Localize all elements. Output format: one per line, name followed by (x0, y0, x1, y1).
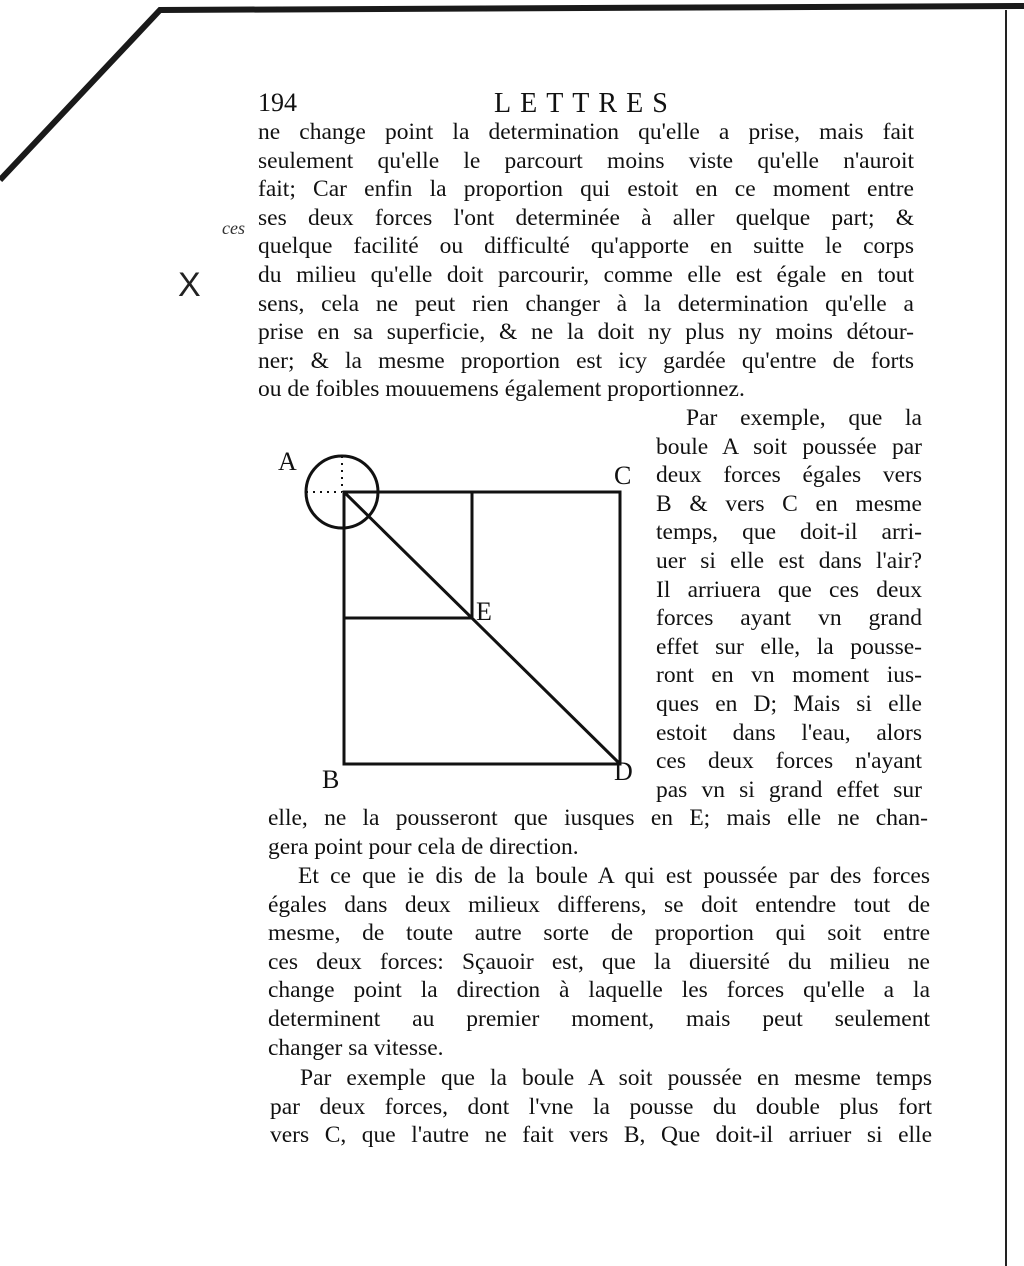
text-line: ses deux forces l'ont determinée à aller quelque part; & (258, 204, 914, 231)
text-line: estoit dans l'eau, alors (656, 719, 922, 746)
paragraph-2-side-column (656, 404, 922, 804)
text-line: du milieu qu'elle doit parcourir, comme elle est égale en tout (258, 261, 914, 288)
margin-note: ces (222, 218, 245, 238)
text-line: pas vn si grand effet sur (656, 776, 922, 803)
text-line: Et ce que ie dis de la boule A qui est poussée par des forces (298, 863, 930, 889)
text-line: prise en sa superficie, & ne la doit ny plus ny moins détour- (258, 319, 914, 346)
text-line: effet sur elle, la pousse- (656, 633, 922, 660)
text-line: B & vers C en mesme (656, 490, 922, 517)
running-title: LETTRES (494, 88, 677, 119)
text-line: mesme, de toute autre sorte de proportion qui soit entre (268, 920, 930, 947)
text-line: vers C, que l'autre ne fait vers B, Que doit-il arriuer si elle (270, 1122, 932, 1149)
text-line: ou de foibles mouuemens également proportionnez. (258, 376, 745, 403)
figure-label-c: C (614, 461, 632, 490)
text-line: ces deux forces n'ayant (656, 748, 922, 775)
text-line: ner; & la mesme proportion est icy gardée qu'entre de forts (258, 347, 914, 374)
text-line: elle, ne la pousseront que iusques en E; mais elle ne chan- (268, 805, 928, 831)
text-line: forces ayant vn grand (656, 605, 922, 632)
figure-svg (268, 440, 648, 792)
text-line: change point la direction à laquelle les forces qu'elle a la (268, 977, 930, 1004)
text-line: boule A soit poussée par (656, 433, 922, 460)
text-line: ques en D; Mais si elle (656, 690, 922, 717)
text-line: égales dans deux milieux differens, se doit entendre tout de (268, 891, 930, 918)
paragraph-4 (270, 1064, 932, 1150)
text-line: ront en vn moment ius- (656, 662, 922, 689)
page-number: 194 (258, 88, 297, 117)
text-line: quelque facilité ou difficulté qu'apporte en suitte le corps (258, 233, 914, 260)
text-line: gera point pour cela de direction. (268, 833, 579, 860)
text-line: deux forces égales vers (656, 462, 922, 489)
geometric-figure (268, 440, 648, 792)
text-line: temps, que doit-il arri- (656, 519, 922, 546)
text-line: par deux forces, dont l'vne la pousse du double plus fort (270, 1093, 932, 1120)
figure-label-b: B (322, 765, 340, 792)
figure-label-e: E (476, 597, 492, 626)
figure-label-d: D (614, 757, 633, 786)
text-line: determinent au premier moment, mais peut seulement (268, 1005, 930, 1032)
text-line: sens, cela ne peut rien changer à la determination qu'elle a (258, 290, 914, 317)
text-line: fait; Car enfin la proportion qui estoit en ce moment entre (258, 176, 914, 203)
text-line: Par exemple, que la (686, 405, 922, 431)
margin-cross: X (178, 266, 201, 304)
figure-diagonal (344, 492, 620, 764)
text-line: Par exemple que la boule A soit poussée en mesme temps (300, 1065, 932, 1091)
paragraph-1 (258, 118, 914, 404)
text-line: ne change point la determination qu'elle a prise, mais fait (258, 119, 914, 145)
text-line: uer si elle est dans l'air? (656, 547, 922, 574)
text-line: seulement qu'elle le parcourt moins viste qu'elle n'auroit (258, 147, 914, 174)
figure-label-a: A (278, 447, 297, 476)
paragraph-3 (268, 862, 930, 1062)
text-line: changer sa vitesse. (268, 1034, 444, 1061)
text-line: Il arriuera que ces deux (656, 576, 922, 603)
paragraph-2-continuation (268, 804, 928, 861)
text-line: ces deux forces: Sçauoir est, que la diuersité du milieu ne (268, 948, 930, 975)
